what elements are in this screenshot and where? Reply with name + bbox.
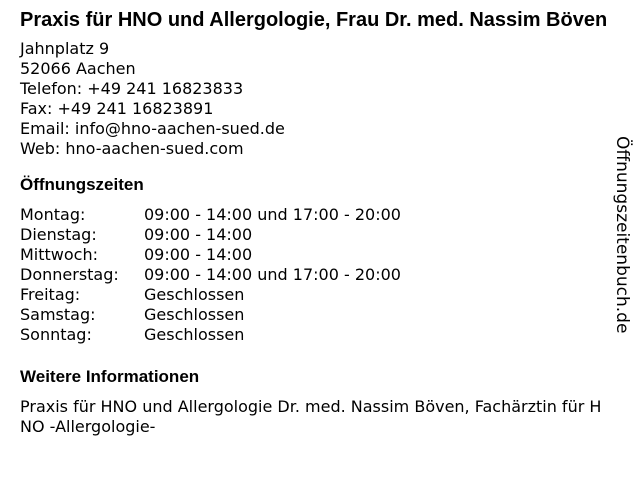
- city-address: 52066 Aachen: [20, 59, 136, 78]
- practice-card: [20, 9, 610, 437]
- hours-row-sunday: [20, 325, 610, 345]
- phone-number: Telefon: +49 241 16823833: [20, 79, 244, 98]
- time-value: 09:00 - 14:00 und 17:00 - 20:00: [144, 205, 401, 224]
- time-value: 09:00 - 14:00: [144, 225, 253, 244]
- hours-row-friday: [20, 285, 610, 305]
- hours-row-monday: [20, 205, 610, 225]
- opening-hours-table: [20, 205, 610, 345]
- time-value: Geschlossen: [144, 285, 245, 304]
- day-label: Donnerstag:: [20, 265, 119, 284]
- time-value: Geschlossen: [144, 305, 245, 324]
- hours-row-saturday: [20, 305, 610, 325]
- day-label: Mittwoch:: [20, 245, 98, 264]
- day-label: Dienstag:: [20, 225, 97, 244]
- time-value: Geschlossen: [144, 325, 245, 344]
- hours-row-wednesday: [20, 245, 610, 265]
- street-address: Jahnplatz 9: [20, 39, 110, 58]
- more-info-text: Praxis für HNO und Allergologie Dr. med. Nassim Böven, Fachärztin für HNO -Allergologie-: [20, 397, 602, 436]
- contact-block: [20, 39, 610, 159]
- day-label: Samstag:: [20, 305, 96, 324]
- email-address: Email: info@hno-aachen-sued.de: [20, 119, 285, 138]
- page-title: Praxis für HNO und Allergologie, Frau Dr. med. Nassim Böven: [20, 9, 608, 31]
- time-value: 09:00 - 14:00 und 17:00 - 20:00: [144, 265, 401, 284]
- day-label: Sonntag:: [20, 325, 92, 344]
- brand-watermark: Öffnungszeitenbuch.de: [612, 136, 632, 334]
- hours-row-tuesday: [20, 225, 610, 245]
- opening-hours-heading: Öffnungszeiten: [20, 175, 144, 194]
- day-label: Montag:: [20, 205, 86, 224]
- day-label: Freitag:: [20, 285, 81, 304]
- website: Web: hno-aachen-sued.com: [20, 139, 244, 158]
- fax-number: Fax: +49 241 16823891: [20, 99, 214, 118]
- hours-row-thursday: [20, 265, 610, 285]
- time-value: 09:00 - 14:00: [144, 245, 253, 264]
- more-info-heading: Weitere Informationen: [20, 367, 200, 386]
